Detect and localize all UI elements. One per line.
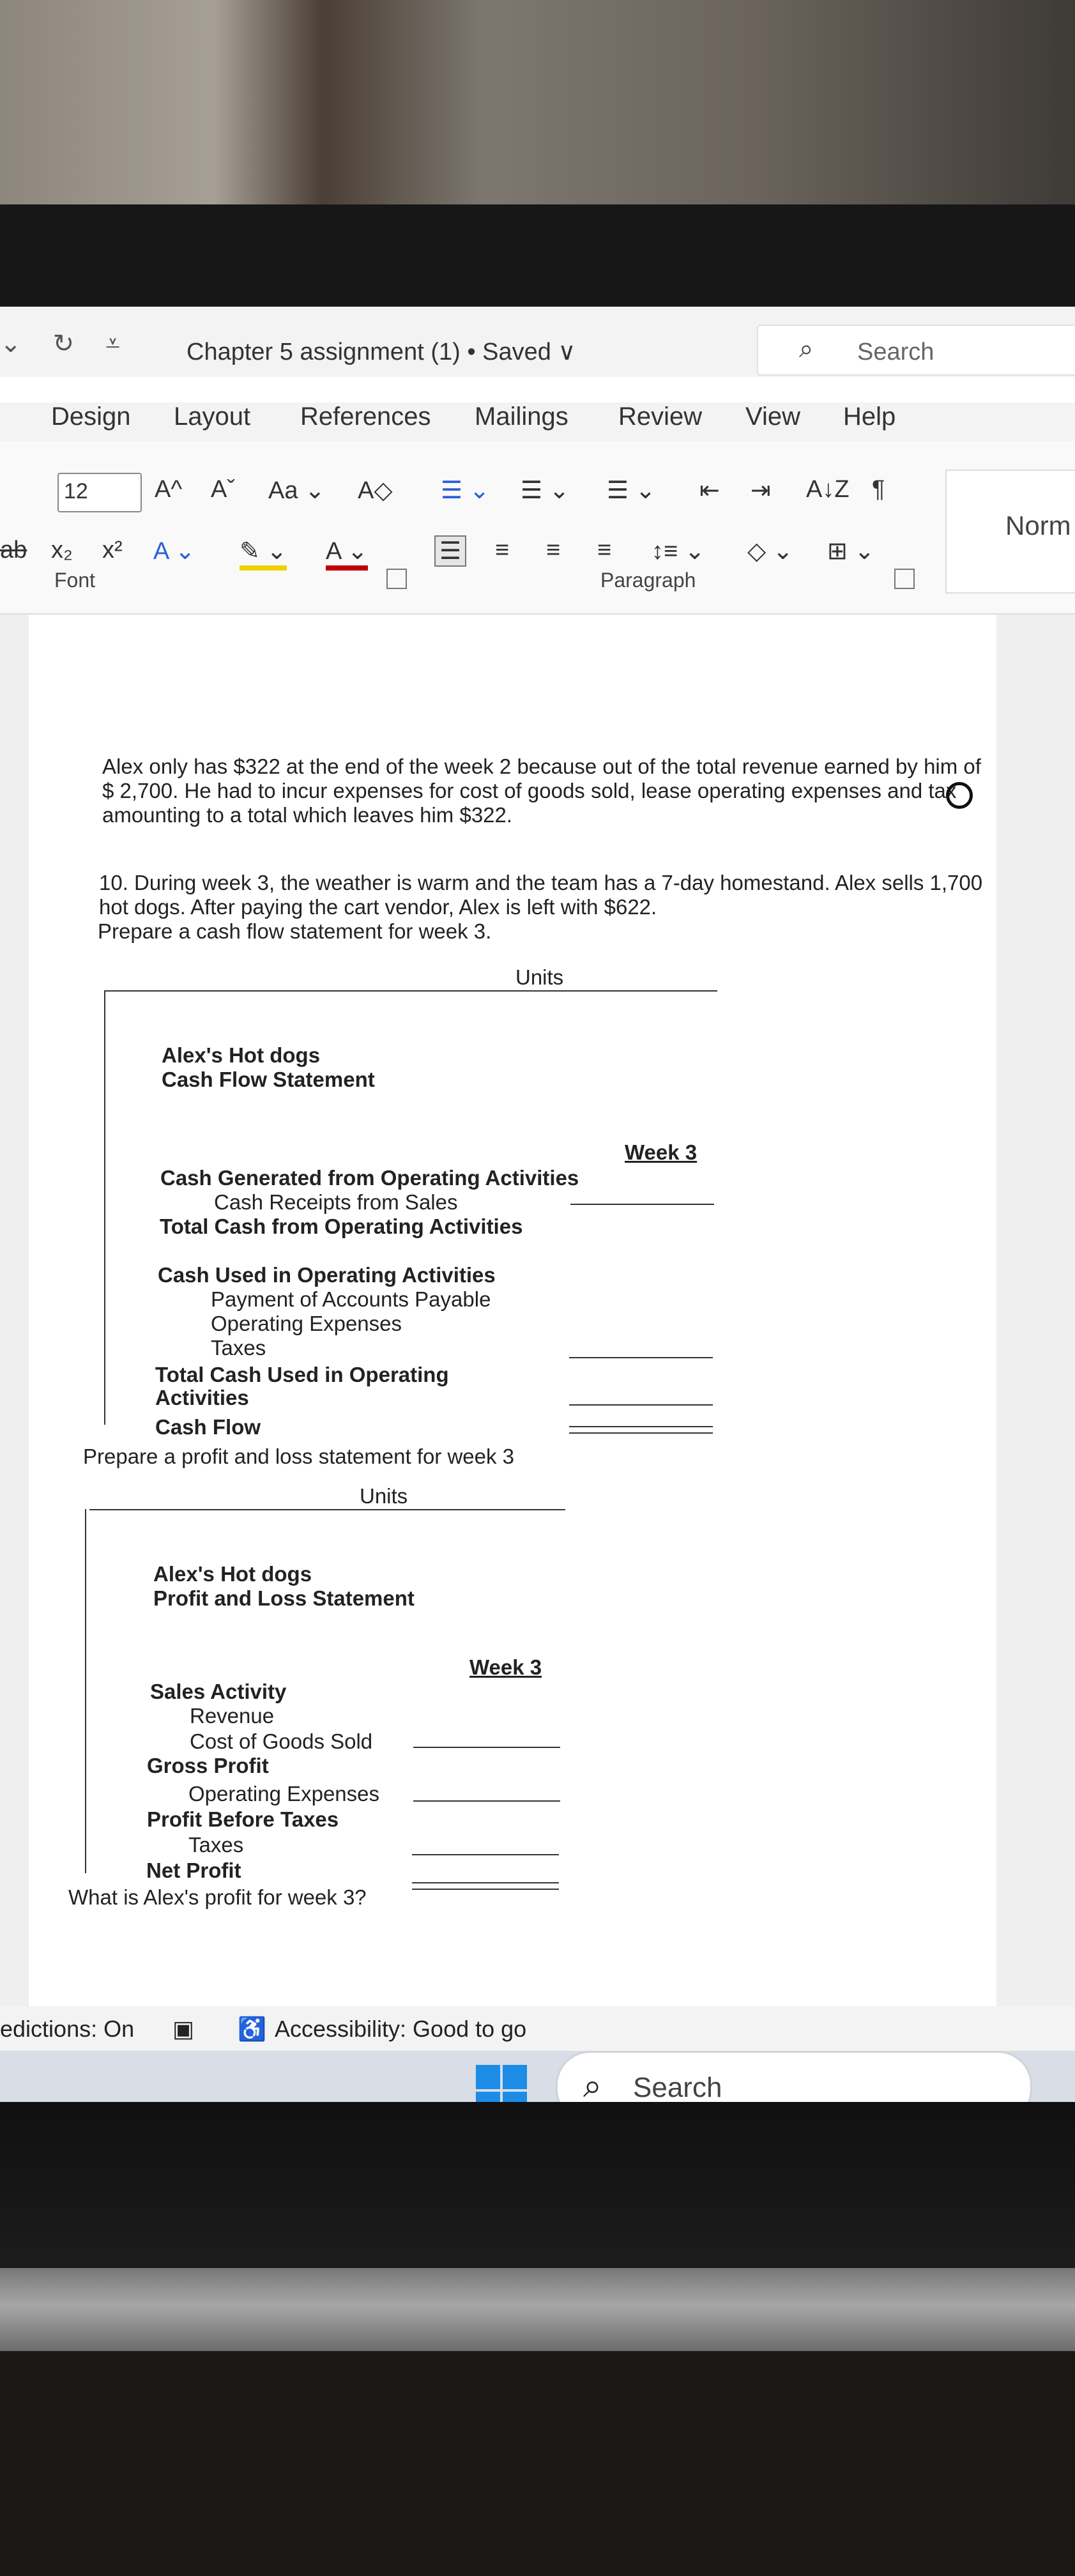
company-name: Alex's Hot dogs — [153, 1562, 312, 1586]
input-line[interactable] — [413, 1800, 560, 1802]
subscript-icon[interactable]: x₂ — [51, 537, 73, 564]
row-label: Cash Receipts from Sales — [214, 1190, 458, 1214]
accessibility-icon: ♿ — [238, 2016, 266, 2042]
paragraph-line: $ 2,700. He had to incur expenses for cost of goods sold, lease operating expenses and tax — [102, 779, 957, 802]
decrease-indent-icon[interactable]: ⇤ — [699, 477, 720, 504]
column-header-week-3: Week 3 — [469, 1655, 542, 1679]
text-predictions-status[interactable]: edictions: On — [0, 2016, 135, 2042]
borders-icon[interactable]: ⊞ ⌄ — [827, 538, 875, 565]
taskbar — [0, 2051, 1075, 2102]
row-label: Cost of Goods Sold — [190, 1729, 373, 1753]
table-left-border — [85, 1509, 86, 1873]
total-double-line — [569, 1426, 713, 1427]
input-line[interactable] — [412, 1854, 559, 1855]
background-floor — [0, 2351, 1075, 2576]
cursor-circle-icon — [946, 782, 973, 809]
row-label: Profit Before Taxes — [147, 1807, 339, 1831]
tab-mailings[interactable]: Mailings — [475, 402, 568, 431]
background-room — [0, 0, 1075, 230]
row-label: Payment of Accounts Payable — [211, 1287, 491, 1311]
clear-formatting-icon[interactable]: A◇ — [358, 477, 393, 504]
document-page[interactable] — [29, 615, 996, 2007]
status-bar — [0, 2006, 1075, 2051]
font-color-icon[interactable]: A ⌄ — [326, 537, 368, 571]
search-placeholder: Search — [857, 339, 934, 365]
align-left-icon[interactable]: ☰ — [434, 535, 466, 567]
font-size-value: 12 — [64, 479, 88, 503]
input-line[interactable] — [569, 1357, 713, 1358]
table-top-border — [104, 990, 717, 992]
accessibility-status[interactable]: Accessibility: Good to go — [275, 2016, 527, 2042]
style-normal-label: Norm — [1005, 510, 1071, 540]
taskbar-search[interactable] — [556, 2051, 1032, 2102]
paragraph-group-label: Paragraph — [600, 569, 696, 592]
profit-loss-prompt: Prepare a profit and loss statement for week 3 — [83, 1445, 515, 1468]
total-double-line — [412, 1882, 559, 1883]
tab-review[interactable]: Review — [618, 402, 703, 431]
row-label: Gross Profit — [147, 1754, 269, 1777]
row-label: Net Profit — [146, 1859, 241, 1882]
align-center-icon[interactable]: ≡ — [495, 537, 510, 564]
input-line[interactable] — [570, 1204, 714, 1205]
total-double-line — [569, 1432, 713, 1434]
laptop-bezel-top — [0, 204, 1075, 313]
table-top-border — [89, 1509, 565, 1510]
row-label: Operating Expenses — [188, 1782, 380, 1805]
tab-layout[interactable]: Layout — [174, 402, 251, 431]
focus-icon[interactable]: ▣ — [172, 2016, 195, 2042]
row-label: Activities — [155, 1386, 249, 1409]
multilevel-list-icon[interactable]: ☰ ⌄ — [607, 477, 656, 504]
bullets-icon[interactable]: ☰ ⌄ — [441, 477, 490, 504]
question-10-line: hot dogs. After paying the cart vendor, Alex is left with $622. — [99, 895, 657, 919]
row-label: Operating Expenses — [211, 1312, 402, 1335]
laptop-body — [0, 2268, 1075, 2351]
screen — [0, 307, 1075, 2102]
total-double-line — [412, 1889, 559, 1890]
customize-qat-icon[interactable]: ⩡ — [105, 330, 120, 358]
row-label: Total Cash Used in Operating — [155, 1363, 449, 1386]
paragraph-line: amounting to a total which leaves him $322. — [102, 803, 513, 827]
table-left-border — [104, 990, 105, 1425]
font-group-label: Font — [54, 569, 96, 592]
row-label: Cash Flow — [155, 1415, 261, 1439]
column-header-week-3: Week 3 — [625, 1140, 698, 1164]
style-normal[interactable] — [945, 470, 1075, 594]
document-canvas — [0, 615, 1075, 2007]
row-label: Cash Generated from Operating Activities — [160, 1166, 579, 1190]
tab-references[interactable]: References — [300, 402, 431, 431]
title-search-box[interactable] — [757, 325, 1075, 376]
quick-access-toolbar — [0, 329, 144, 358]
text-effects-icon[interactable]: A ⌄ — [153, 538, 195, 565]
taskbar-search-label: Search — [633, 2072, 722, 2102]
document-title[interactable]: Chapter 5 assignment (1) • Saved ∨ — [187, 339, 576, 365]
input-line[interactable] — [569, 1404, 713, 1406]
sort-icon[interactable]: A↓Z — [806, 476, 850, 503]
tab-help[interactable]: Help — [843, 402, 896, 431]
units-header: Units — [360, 1484, 408, 1508]
change-case-icon[interactable]: Aa ⌄ — [268, 477, 325, 504]
statement-name: Cash Flow Statement — [162, 1068, 375, 1091]
grow-font-icon[interactable]: A^ — [155, 476, 183, 503]
justify-icon[interactable]: ≡ — [597, 537, 612, 564]
numbering-icon[interactable]: ☰ ⌄ — [521, 477, 570, 504]
dropdown-icon[interactable]: ⌄ — [0, 330, 22, 358]
windows-start-icon[interactable] — [476, 2065, 528, 2102]
tab-view[interactable]: View — [745, 402, 800, 431]
question-10-line: 10. During week 3, the weather is warm and the team has a 7-day homestand. Alex sells 1,700 — [99, 871, 983, 894]
company-name: Alex's Hot dogs — [162, 1043, 321, 1067]
input-line[interactable] — [413, 1747, 560, 1748]
shading-icon[interactable]: ◇ ⌄ — [747, 538, 793, 565]
paragraph-dialog-launcher-icon[interactable] — [894, 569, 915, 589]
font-dialog-launcher-icon[interactable] — [386, 569, 407, 589]
search-icon: ⌕ — [583, 2067, 602, 2102]
ribbon — [0, 441, 1075, 615]
row-label: Revenue — [190, 1704, 275, 1728]
row-label: Sales Activity — [150, 1680, 287, 1703]
redo-icon[interactable]: ↻ — [52, 330, 75, 358]
question-10-line: Prepare a cash flow statement for week 3. — [98, 919, 492, 943]
title-bar — [0, 307, 1075, 377]
laptop-bezel-bottom — [0, 2102, 1075, 2268]
highlight-icon[interactable]: ✎ ⌄ — [240, 537, 287, 571]
superscript-icon[interactable]: x² — [102, 537, 123, 564]
line-spacing-icon[interactable]: ↕≡ ⌄ — [652, 538, 705, 565]
row-label: Taxes — [188, 1833, 244, 1857]
strikethrough-icon[interactable]: ab — [0, 537, 27, 564]
align-right-icon[interactable]: ≡ — [546, 537, 561, 564]
statement-name: Profit and Loss Statement — [153, 1586, 415, 1610]
tab-design[interactable]: Design — [51, 402, 131, 431]
show-formatting-icon[interactable]: ¶ — [872, 476, 885, 503]
row-label: Total Cash from Operating Activities — [160, 1215, 523, 1238]
paragraph-line: Alex only has $322 at the end of the week 2 because out of the total revenue earned by him of — [102, 755, 981, 778]
ribbon-tabs — [0, 402, 1075, 441]
row-label: Taxes — [211, 1336, 266, 1360]
font-size-select[interactable] — [57, 473, 142, 512]
shrink-font-icon[interactable]: Aˇ — [211, 476, 235, 503]
search-icon: ⌕ — [799, 335, 814, 363]
increase-indent-icon[interactable]: ⇥ — [751, 477, 771, 504]
row-label: Cash Used in Operating Activities — [158, 1263, 496, 1287]
question-profit: What is Alex's profit for week 3? — [68, 1885, 367, 1909]
units-header: Units — [515, 965, 564, 989]
